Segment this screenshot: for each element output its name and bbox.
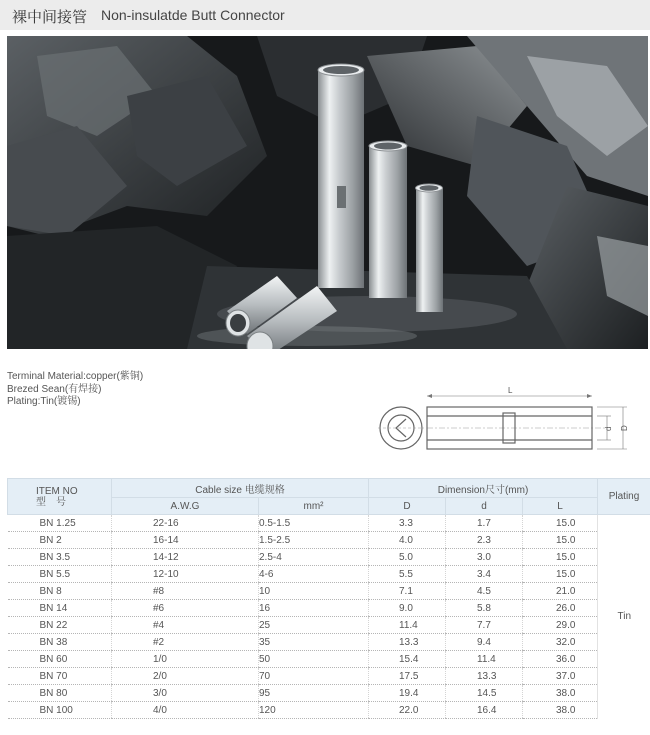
cell-d-outer: 3.3 (369, 515, 446, 532)
table-row (8, 702, 650, 719)
cell-mm2: 2.5-4 (259, 549, 369, 566)
cell-d: 3.0 (446, 549, 523, 566)
cell-item: BN 60 (8, 651, 112, 668)
cell-item: BN 3.5 (8, 549, 112, 566)
cell-mm2: 10 (259, 583, 369, 600)
cell-plating: Tin (598, 515, 650, 719)
cell-item: BN 22 (8, 617, 112, 634)
header-mm2: mm² (259, 498, 369, 515)
cell-mm2: 25 (259, 617, 369, 634)
cell-l: 32.0 (523, 634, 598, 651)
cell-l: 37.0 (523, 668, 598, 685)
cell-item: BN 100 (8, 702, 112, 719)
cell-awg: 16-14 (112, 532, 259, 549)
dimension-label-D: D (620, 425, 629, 431)
cell-mm2: 1.5-2.5 (259, 532, 369, 549)
product-photo (7, 36, 648, 349)
cell-item: BN 38 (8, 634, 112, 651)
title-bar (0, 0, 650, 30)
cell-l: 36.0 (523, 651, 598, 668)
cell-mm2: 0.5-1.5 (259, 515, 369, 532)
cell-awg: 22-16 (112, 515, 259, 532)
cell-mm2: 95 (259, 685, 369, 702)
header-D: D (369, 498, 446, 515)
cell-d: 2.3 (446, 532, 523, 549)
page-title-english: Non-insulatde Butt Connector (101, 7, 285, 23)
cell-d: 3.4 (446, 566, 523, 583)
cell-d: 16.4 (446, 702, 523, 719)
cell-item: BN 14 (8, 600, 112, 617)
cell-mm2: 35 (259, 634, 369, 651)
header-awg: A.W.G (112, 498, 259, 515)
cell-l: 15.0 (523, 549, 598, 566)
cell-d: 4.5 (446, 583, 523, 600)
spec-plating: Plating:Tin(镀锡) (7, 396, 81, 407)
spec-table (7, 478, 650, 719)
cell-d-outer: 5.5 (369, 566, 446, 583)
table-row (8, 617, 650, 634)
cell-d-outer: 11.4 (369, 617, 446, 634)
header-plating: Plating (598, 479, 650, 515)
spec-table-body (8, 515, 650, 719)
cell-awg: 4/0 (112, 702, 259, 719)
cell-item: BN 5.5 (8, 566, 112, 583)
header-item-no-cn: 型 号 (36, 496, 66, 508)
cell-d: 14.5 (446, 685, 523, 702)
cell-l: 15.0 (523, 566, 598, 583)
specs-block (7, 371, 143, 409)
page-title-chinese: 裸中间接管 (12, 8, 88, 26)
cell-mm2: 16 (259, 600, 369, 617)
cell-awg: #8 (112, 583, 259, 600)
cell-l: 15.0 (523, 532, 598, 549)
cell-awg: 3/0 (112, 685, 259, 702)
dimension-label-d: d (604, 426, 613, 431)
cell-awg: 12-10 (112, 566, 259, 583)
cell-item: BN 2 (8, 532, 112, 549)
cell-d: 1.7 (446, 515, 523, 532)
table-row (8, 600, 650, 617)
cell-mm2: 70 (259, 668, 369, 685)
cell-d-outer: 7.1 (369, 583, 446, 600)
table-row (8, 549, 650, 566)
cell-awg: 1/0 (112, 651, 259, 668)
cell-l: 38.0 (523, 685, 598, 702)
cell-d: 9.4 (446, 634, 523, 651)
cell-l: 26.0 (523, 600, 598, 617)
cell-d-outer: 5.0 (369, 549, 446, 566)
header-L: L (523, 498, 598, 515)
table-row (8, 515, 650, 532)
header-item-no-en: ITEM NO (36, 485, 78, 497)
table-row (8, 566, 650, 583)
cell-d-outer: 15.4 (369, 651, 446, 668)
table-row (8, 651, 650, 668)
table-row (8, 668, 650, 685)
cell-awg: #6 (112, 600, 259, 617)
cell-d: 5.8 (446, 600, 523, 617)
cell-awg: 2/0 (112, 668, 259, 685)
cell-mm2: 120 (259, 702, 369, 719)
cell-d-outer: 19.4 (369, 685, 446, 702)
spec-terminal-material: Terminal Material:copper(紫铜) (7, 371, 144, 382)
cell-item: BN 80 (8, 685, 112, 702)
cell-d-outer: 17.5 (369, 668, 446, 685)
header-d: d (446, 498, 523, 515)
table-row (8, 685, 650, 702)
header-item-no (8, 479, 112, 515)
cell-l: 21.0 (523, 583, 598, 600)
cell-item: BN 1.25 (8, 515, 112, 532)
cell-d-outer: 22.0 (369, 702, 446, 719)
cell-item: BN 70 (8, 668, 112, 685)
cell-d-outer: 13.3 (369, 634, 446, 651)
spec-brazed-seam: Brezed Sean(有焊接) (7, 383, 102, 395)
cell-item: BN 8 (8, 583, 112, 600)
cell-mm2: 50 (259, 651, 369, 668)
dimension-label-L: L (508, 386, 513, 395)
table-row (8, 532, 650, 549)
cell-awg: #4 (112, 617, 259, 634)
table-row (8, 634, 650, 651)
cell-l: 38.0 (523, 702, 598, 719)
cell-mm2: 4-6 (259, 566, 369, 583)
header-dimension: Dimension尺寸(mm) (369, 479, 598, 498)
cell-d: 13.3 (446, 668, 523, 685)
header-cable-size: Cable size 电缆规格 (112, 479, 369, 498)
cell-d: 11.4 (446, 651, 523, 668)
cell-d-outer: 4.0 (369, 532, 446, 549)
cell-awg: 14-12 (112, 549, 259, 566)
cell-l: 29.0 (523, 617, 598, 634)
cell-d-outer: 9.0 (369, 600, 446, 617)
cell-awg: #2 (112, 634, 259, 651)
cell-d: 7.7 (446, 617, 523, 634)
cell-l: 15.0 (523, 515, 598, 532)
table-row (8, 583, 650, 600)
technical-drawing (375, 383, 635, 468)
